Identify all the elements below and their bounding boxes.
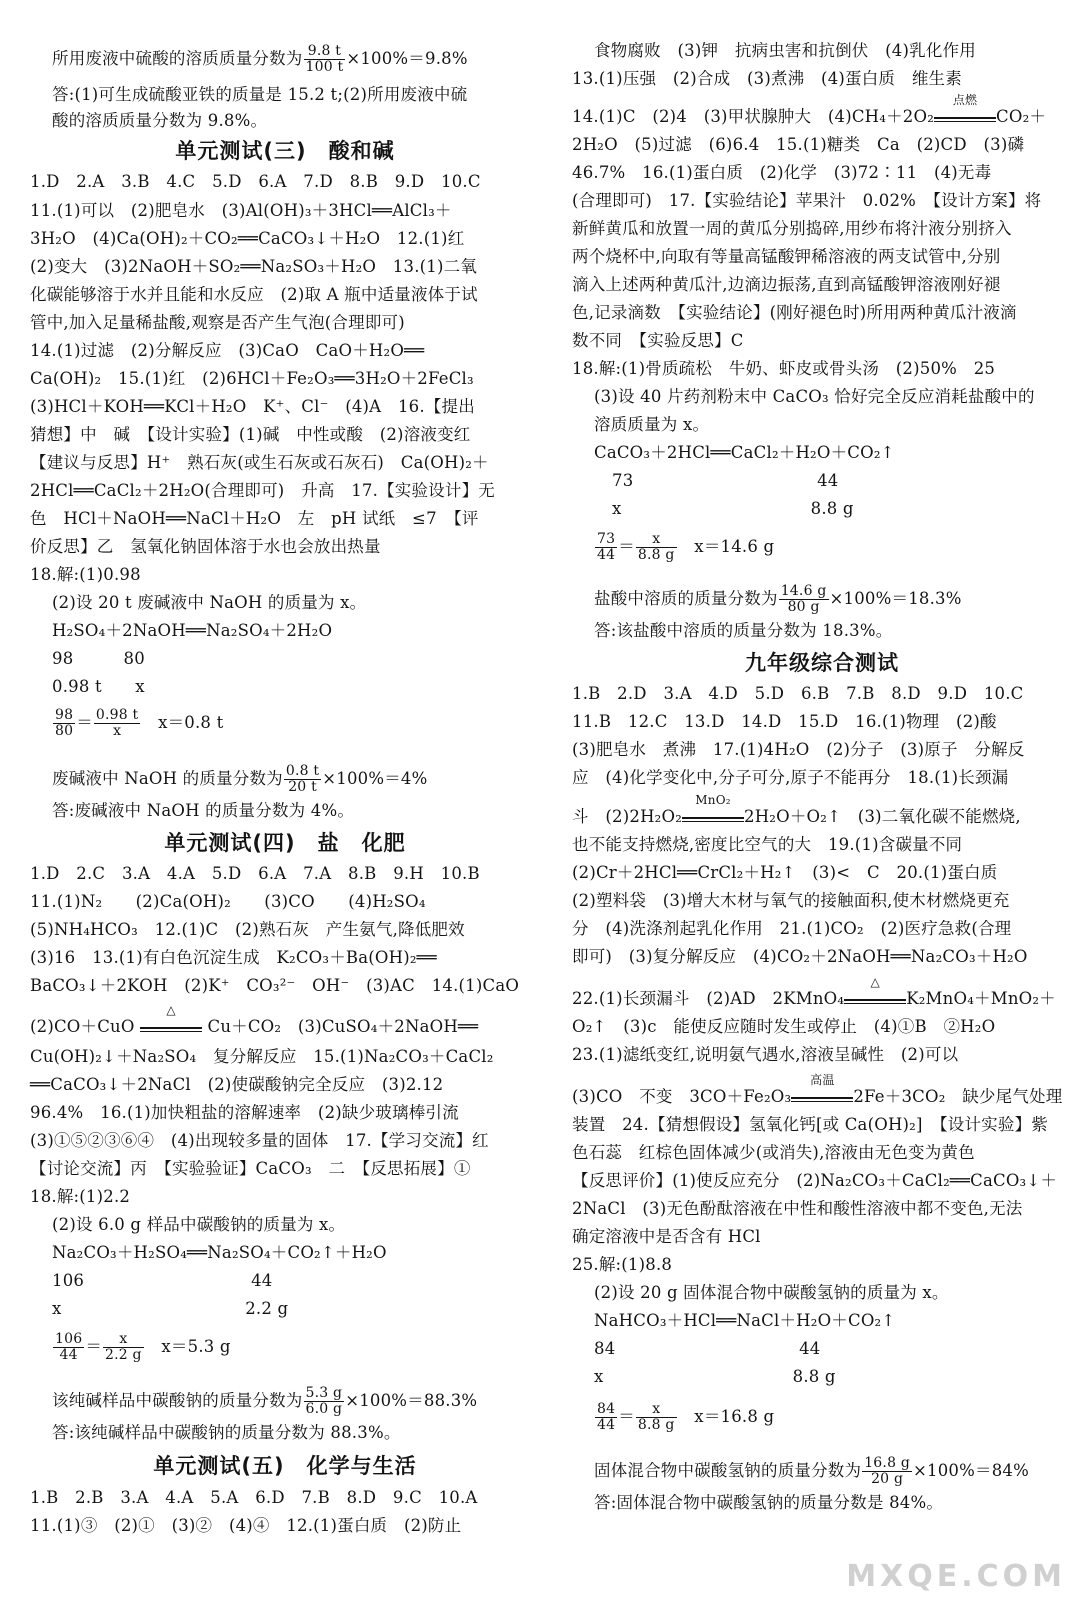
text-run: ＝ xyxy=(85,1337,103,1356)
fraction xyxy=(779,584,829,615)
text-line xyxy=(594,40,976,62)
text-line xyxy=(52,648,145,670)
text-run: (2)Cr＋2HCl══CrCl₂＋H₂↑ (3)< C 20.(1)蛋白质 xyxy=(572,863,998,882)
condition-label: △ xyxy=(870,975,880,989)
text-line xyxy=(594,386,1035,408)
text-line xyxy=(30,424,471,446)
text-run: ×100%＝18.3% xyxy=(829,589,962,608)
text-run: 盐酸中溶质的质量分数为 xyxy=(594,589,778,608)
text-run: ×100%＝84% xyxy=(913,1461,1029,1480)
text-run: (3)设 40 片药剂粉末中 CaCO₃ 恰好完全反应消耗盐酸中的 xyxy=(594,387,1035,406)
text-run: 两个烧杯中,向取有等量高锰酸钾稀溶液的两支试管中,分别 xyxy=(572,247,1001,266)
text-run: Na₂CO₃＋H₂SO₄══Na₂SO₄＋CO₂↑＋H₂O xyxy=(52,1243,387,1262)
fraction-numerator: x xyxy=(103,1332,144,1348)
text-run: 84 44 xyxy=(594,1339,821,1358)
text-line xyxy=(30,1102,459,1124)
fraction-denominator: 44 xyxy=(597,547,616,563)
text-run: 14.(1)过滤 (2)分解反应 (3)CaO CaO＋H₂O══ xyxy=(30,341,425,360)
text-line xyxy=(52,1332,231,1363)
text-run: Cu(OH)₂↓＋Na₂SO₄ 复分解反应 15.(1)Na₂CO₃＋CaCl₂ xyxy=(30,1047,494,1066)
text-run: 答:废碱液中 NaOH 的质量分数为 4%。 xyxy=(52,801,355,820)
text-line xyxy=(594,1456,1029,1487)
fraction-numerator: 0.8 t xyxy=(285,763,320,779)
text-line xyxy=(30,975,519,997)
text-line xyxy=(572,1142,975,1164)
text-run: (2)设 6.0 g 样品中碳酸钠的质量为 x。 xyxy=(52,1215,346,1234)
text-run: 18.解:(1)0.98 xyxy=(30,565,141,584)
text-run: CO₂＋ xyxy=(996,107,1047,126)
text-line xyxy=(30,256,477,278)
text-run: 答:该盐酸中溶质的质量分数为 18.3%。 xyxy=(594,621,893,640)
fraction-denominator: x xyxy=(113,723,122,739)
text-run: 溶质质量为 x。 xyxy=(594,415,710,434)
text-line xyxy=(594,532,774,563)
text-line xyxy=(52,1270,273,1292)
text-run: 1.B 2.D 3.A 4.D 5.D 6.B 7.B 8.D 9.D 10.C xyxy=(572,684,1024,703)
text-line xyxy=(594,1366,836,1388)
fraction-numerator: x xyxy=(636,532,677,548)
text-run: 1.D 2.C 3.A 4.A 5.D 6.A 7.A 8.B 9.H 10.B xyxy=(30,864,480,883)
text-line xyxy=(572,93,1047,128)
text-line xyxy=(30,891,426,913)
text-run: 23.(1)滤纸变红,说明氨气遇水,溶液呈碱性 (2)可以 xyxy=(572,1045,959,1064)
text-line xyxy=(52,1386,477,1417)
text-run: (5)NH₄HCO₃ 12.(1)C (2)熟石灰 产生氨气,降低肥效 xyxy=(30,920,465,939)
text-run: 即可) (3)复分解反应 (4)CO₂＋2NaOH══Na₂CO₃＋H₂O xyxy=(572,947,1028,966)
text-run: 答:(1)可生成硫酸亚铁的质量是 15.2 t;(2)所用废液中硫 xyxy=(52,85,468,104)
text-line xyxy=(572,1170,1057,1192)
fraction xyxy=(94,708,140,739)
text-run: x＝5.3 g xyxy=(144,1337,231,1356)
text-line xyxy=(572,739,1024,761)
text-line xyxy=(594,1402,774,1433)
text-line xyxy=(30,1046,494,1068)
text-run: (3)16 13.(1)有白色沉淀生成 K₂CO₃＋Ba(OH)₂══ xyxy=(30,948,437,967)
text-line xyxy=(30,564,141,586)
equals-bar xyxy=(791,1097,853,1102)
text-run: 2Fe＋3CO₂ 缺少尾气处理 xyxy=(853,1087,1063,1106)
fraction xyxy=(53,1332,84,1363)
text-line xyxy=(612,470,839,492)
fraction-numerator: 9.8 t xyxy=(304,44,346,60)
text-run: (2)设 20 t 废碱液中 NaOH 的质量为 x。 xyxy=(52,593,367,612)
text-line xyxy=(52,800,354,822)
watermark-logo: MXQE.COM xyxy=(846,1559,1066,1594)
text-line xyxy=(572,711,997,733)
fraction-denominator: 6.0 g xyxy=(305,1401,343,1417)
text-line xyxy=(30,536,381,558)
text-line xyxy=(572,358,995,380)
text-line xyxy=(572,890,1010,912)
fraction xyxy=(103,1332,144,1363)
text-run: (2)变大 (3)2NaOH＋SO₂══Na₂SO₃＋H₂O 13.(1)二氧 xyxy=(30,257,478,276)
text-line xyxy=(30,171,481,193)
text-run: 新鲜黄瓜和放置一周的黄瓜分别捣碎,用纱布将汁液分别挤入 xyxy=(572,219,1012,238)
text-run: 食物腐败 (3)钾 抗病虫害和抗倒伏 (4)乳化作用 xyxy=(594,41,976,60)
text-run: x＝16.8 g xyxy=(677,1407,775,1426)
text-line xyxy=(30,340,424,362)
fraction-numerator: 0.98 t xyxy=(95,707,139,723)
text-line xyxy=(52,1298,288,1320)
text-run: 18.解:(1)骨质疏松 牛奶、虾皮或骨头汤 (2)50% 25 xyxy=(572,359,996,378)
text-line xyxy=(572,1198,1023,1220)
text-run: 斗 (2)2H₂O₂ xyxy=(572,807,683,826)
fraction-denominator: 80 g xyxy=(787,599,820,615)
text-run: 色 HCl＋NaOH══NaCl＋H₂O 左 pH 试纸 ≤7 【评 xyxy=(30,509,479,528)
reaction-condition xyxy=(844,975,906,1004)
text-line xyxy=(572,918,1011,940)
text-run: 分 (4)洗涤剂起乳化作用 21.(1)CO₂ (2)医疗急救(合理 xyxy=(572,919,1012,938)
text-run: 【反思评价】(1)使反应充分 (2)Na₂CO₃＋CaCl₂══CaCO₃↓＋ xyxy=(572,1171,1058,1190)
reaction-condition xyxy=(791,1073,853,1102)
text-line xyxy=(572,302,1017,324)
text-run: (3)CO 不变 3CO＋Fe₂O₃ xyxy=(572,1087,792,1106)
text-line xyxy=(52,764,428,795)
text-run: (合理即可) 17.【实验结论】苹果汁 0.02% 【设计方案】将 xyxy=(572,191,1042,210)
fraction-denominator: 8.8 g xyxy=(637,547,675,563)
text-line xyxy=(572,1226,761,1248)
text-run: 18.解:(1)2.2 xyxy=(30,1187,131,1206)
text-run: 【建议与反思】H⁺ 熟石灰(或生石灰或石灰石) Ca(OH)₂＋ xyxy=(30,453,489,472)
text-line xyxy=(572,975,1056,1010)
equals-bar xyxy=(140,1027,202,1032)
text-line xyxy=(572,134,1024,156)
text-run: Ca(OH)₂ 15.(1)红 (2)6HCl＋Fe₂O₃══3H₂O＋2FeCl₃ xyxy=(30,369,474,388)
fraction-numerator: 16.8 g xyxy=(864,1455,910,1471)
fraction xyxy=(636,532,677,563)
text-run: ══CaCO₃↓＋2NaCl (2)使碳酸钠完全反应 (3)2.12 xyxy=(30,1075,444,1094)
text-line xyxy=(52,708,223,739)
text-run: 酸的溶质质量分数为 9.8%。 xyxy=(52,111,268,130)
condition-label: △ xyxy=(166,1003,176,1017)
fraction-denominator: 44 xyxy=(59,1347,78,1363)
text-run: 固体混合物中碳酸氢钠的质量分数为 xyxy=(594,1461,862,1480)
text-line xyxy=(594,1310,895,1332)
text-line xyxy=(572,1073,1063,1108)
text-run: 11.(1)③ (2)① (3)② (4)④ 12.(1)蛋白质 (2)防止 xyxy=(30,1516,462,1535)
text-run: 3H₂O (4)Ca(OH)₂＋CO₂══CaCO₃↓＋H₂O 12.(1)红 xyxy=(30,229,465,248)
text-line xyxy=(572,862,997,884)
text-line xyxy=(594,1338,821,1360)
equals-bar xyxy=(934,117,996,122)
text-run: 2H₂O＋O₂↑ (3)二氧化碳不能燃烧, xyxy=(744,807,1021,826)
text-run: x＝14.6 g xyxy=(677,537,775,556)
text-line xyxy=(572,190,1041,212)
text-line xyxy=(30,200,452,222)
fraction-denominator: 20 g xyxy=(871,1471,904,1487)
text-line xyxy=(572,1016,995,1038)
text-run: CaCO₃＋2HCl══CaCl₂＋H₂O＋CO₂↑ xyxy=(594,443,895,462)
text-line xyxy=(30,1003,479,1038)
fraction-denominator: 8.8 g xyxy=(637,1417,675,1433)
text-line xyxy=(52,592,366,614)
text-line xyxy=(572,793,1021,828)
text-run: 管中,加入足量稀盐酸,观察是否产生气泡(合理即可) xyxy=(30,313,405,332)
text-run: ＝ xyxy=(618,537,635,556)
text-line xyxy=(52,1214,345,1236)
text-line xyxy=(30,1158,471,1180)
text-line xyxy=(30,1186,130,1208)
text-run: (3)①⑤②③⑥④ (4)出现较多量的固体 17.【学习交流】红 xyxy=(30,1131,489,1150)
text-run: 1.D 2.A 3.B 4.C 5.D 6.A 7.D 8.B 9.D 10.C xyxy=(30,172,481,191)
text-run: 色石蕊 红棕色固体减少(或消失),溶液由无色变为黄色 xyxy=(572,1143,975,1162)
text-run: 答:该纯碱样品中碳酸钠的质量分数为 88.3%。 xyxy=(52,1423,401,1442)
text-run: 46.7% 16.(1)蛋白质 (2)化学 (3)72∶11 (4)无毒 xyxy=(572,163,992,182)
text-run: 装置 24.【猜想假设】氢氧化钙[或 Ca(OH)₂] 【设计实验】紫 xyxy=(572,1115,1048,1134)
text-line xyxy=(52,84,467,106)
text-line xyxy=(572,162,991,184)
text-run: 所用废液中硫酸的溶质质量分数为 xyxy=(52,49,303,68)
text-run: 滴入上述两种黄瓜汁,边滴边振荡,直到高锰酸钾溶液刚好褪 xyxy=(572,275,1001,294)
text-line xyxy=(30,508,479,530)
text-run: (2)设 20 g 固体混合物中碳酸氢钠的质量为 x。 xyxy=(594,1283,949,1302)
fraction-denominator: 44 xyxy=(597,1417,616,1433)
text-line xyxy=(572,1114,1048,1136)
text-run: (2)CO＋CuO xyxy=(30,1017,141,1036)
fraction-denominator: 100 t xyxy=(305,59,344,75)
text-line xyxy=(572,218,1012,240)
text-run: 0.98 t x xyxy=(52,677,145,696)
section-heading: 九年级综合测试 xyxy=(745,651,899,675)
text-run: 该纯碱样品中碳酸钠的质量分数为 xyxy=(52,1391,303,1410)
section-heading: 单元测试(五) 化学与生活 xyxy=(153,1454,417,1478)
text-run: 也不能支持燃烧,密度比空气的大 19.(1)含碳量不同 xyxy=(572,835,963,854)
text-line xyxy=(52,1422,401,1444)
text-run: 数不同 【实验反思】C xyxy=(572,331,744,350)
text-line xyxy=(52,110,267,132)
text-line xyxy=(594,584,962,615)
text-line xyxy=(572,246,1000,268)
text-run: 25.解:(1)8.8 xyxy=(572,1255,673,1274)
fraction-denominator: 80 xyxy=(55,723,74,739)
text-run: K₂MnO₄＋MnO₂＋ xyxy=(906,989,1056,1008)
text-run: 1.B 2.B 3.A 4.A 5.A 6.D 7.B 8.D 9.C 10.A xyxy=(30,1488,478,1507)
text-run: 98 80 xyxy=(52,649,145,668)
text-run: (3)HCl＋KOH══KCl＋H₂O K⁺、Cl⁻ (4)A 16.【提出 xyxy=(30,397,475,416)
fraction xyxy=(862,1456,912,1487)
reaction-condition xyxy=(682,793,744,822)
text-line xyxy=(52,620,332,642)
text-run: 猜想】中 碱 【设计实验】(1)碱 中性或酸 (2)溶液变红 xyxy=(30,425,471,444)
text-run: Cu＋CO₂ (3)CuSO₄＋2NaOH══ xyxy=(202,1017,479,1036)
text-run: 应 (4)化学变化中,分子可分,原子不能再分 18.(1)长颈漏 xyxy=(572,768,1009,787)
text-run: 73 44 xyxy=(612,471,839,490)
equals-bar xyxy=(844,999,906,1004)
text-line xyxy=(52,676,145,698)
fraction-denominator: 20 t xyxy=(288,779,317,795)
text-line xyxy=(52,1242,387,1264)
text-run: 2H₂O (5)过滤 (6)6.4 15.(1)糖类 Ca (2)CD (3)磷 xyxy=(572,135,1025,154)
text-run: ×100%＝88.3% xyxy=(345,1391,478,1410)
fraction-numerator: 73 xyxy=(597,531,616,547)
text-line xyxy=(572,68,962,90)
text-line xyxy=(594,414,709,436)
text-line xyxy=(30,1515,461,1537)
text-line xyxy=(30,1487,478,1509)
text-line xyxy=(594,620,892,642)
text-run: 11.(1)可以 (2)肥皂水 (3)Al(OH)₃＋3HCl══AlCl₃＋ xyxy=(30,201,452,220)
text-run: (2)塑料袋 (3)增大木材与氧气的接触面积,使木材燃烧更充 xyxy=(572,891,1010,910)
text-line xyxy=(30,228,464,250)
text-run: 14.(1)C (2)4 (3)甲状腺肿大 (4)CH₄＋2O₂ xyxy=(572,107,935,126)
text-run: H₂SO₄＋2NaOH══Na₂SO₄＋2H₂O xyxy=(52,621,333,640)
fraction xyxy=(53,708,75,739)
fraction-numerator: 14.6 g xyxy=(780,583,827,599)
fraction-numerator: 98 xyxy=(55,707,74,723)
condition-label: MnO₂ xyxy=(695,793,731,807)
text-line xyxy=(30,452,489,474)
text-run: 确定溶液中是否含有 HCl xyxy=(572,1227,761,1246)
text-run: 106 44 xyxy=(52,1271,273,1290)
text-run: 2NaCl (3)无色酚酞溶液在中性和酸性溶液中都不变色,无法 xyxy=(572,1199,1023,1218)
text-run: 答:固体混合物中碳酸氢钠的质量分数是 84%。 xyxy=(594,1493,944,1512)
text-line xyxy=(30,284,478,306)
fraction xyxy=(304,44,346,75)
text-run: BaCO₃↓＋2KOH (2)K⁺ CO₃²⁻ OH⁻ (3)AC 14.(1)CaO xyxy=(30,976,520,995)
section-heading: 单元测试(三) 酸和碱 xyxy=(175,139,395,163)
text-line xyxy=(594,1282,949,1304)
reaction-condition xyxy=(140,1003,202,1032)
text-run: 11.B 12.C 13.D 14.D 15.D 16.(1)物理 (2)酸 xyxy=(572,712,997,731)
text-run: 11.(1)N₂ (2)Ca(OH)₂ (3)CO (4)H₂SO₄ xyxy=(30,892,426,911)
text-run: 色,记录滴数 【实验结论】(刚好褪色时)所用两种黄瓜汁液滴 xyxy=(572,303,1017,322)
text-line xyxy=(572,834,962,856)
text-line xyxy=(572,946,1028,968)
equals-bar xyxy=(682,817,744,822)
text-run: ×100%＝4% xyxy=(322,769,428,788)
text-run: 废碱液中 NaOH 的质量分数为 xyxy=(52,769,283,788)
fraction xyxy=(636,1402,677,1433)
text-run: 22.(1)长颈漏斗 (2)AD 2KMnO₄ xyxy=(572,989,845,1008)
condition-label: 点燃 xyxy=(952,93,978,107)
text-run: 价反思】乙 氢氧化钠固体溶于水也会放出热量 xyxy=(30,537,381,556)
text-line xyxy=(30,396,475,418)
text-line xyxy=(30,368,474,390)
fraction-numerator: x xyxy=(636,1402,677,1418)
text-line xyxy=(572,1044,958,1066)
text-run: 2HCl══CaCl₂＋2H₂O(合理即可) 升高 17.【实验设计】无 xyxy=(30,481,495,500)
text-run: ＝ xyxy=(618,1407,635,1426)
text-line xyxy=(612,498,854,520)
text-line xyxy=(30,1074,443,1096)
text-line xyxy=(30,919,465,941)
text-line xyxy=(572,274,1000,296)
fraction-denominator: 2.2 g xyxy=(105,1347,142,1363)
text-line xyxy=(30,312,405,334)
text-line xyxy=(30,480,495,502)
text-line xyxy=(594,1492,943,1514)
text-line xyxy=(572,1254,672,1276)
text-run: 【讨论交流】丙 【实验验证】CaCO₃ 二 【反思拓展】① xyxy=(30,1159,471,1178)
fraction-numerator: 5.3 g xyxy=(305,1385,343,1401)
fraction xyxy=(284,764,321,795)
fraction xyxy=(304,1386,345,1417)
text-run: NaHCO₃＋HCl══NaCl＋H₂O＋CO₂↑ xyxy=(594,1311,896,1330)
text-run: 化碳能够溶于水并且能和水反应 (2)取 A 瓶中适量液体于试 xyxy=(30,285,478,304)
text-line xyxy=(30,947,437,969)
fraction xyxy=(595,532,617,563)
text-run: (3)肥皂水 煮沸 17.(1)4H₂O (2)分子 (3)原子 分解反 xyxy=(572,740,1025,759)
fraction xyxy=(595,1402,617,1433)
text-line xyxy=(572,683,1024,705)
text-run: 96.4% 16.(1)加快粗盐的溶解速率 (2)缺少玻璃棒引流 xyxy=(30,1103,459,1122)
text-line xyxy=(572,330,744,352)
text-run: ×100%＝9.8% xyxy=(346,49,468,68)
text-run: x 2.2 g xyxy=(52,1299,289,1318)
condition-label: 高温 xyxy=(810,1073,835,1087)
reaction-condition xyxy=(934,93,996,122)
text-line xyxy=(52,44,468,75)
text-line xyxy=(572,767,1008,789)
text-run: x 8.8 g xyxy=(594,1367,836,1386)
section-heading: 单元测试(四) 盐 化肥 xyxy=(164,831,406,855)
text-line xyxy=(594,442,895,464)
text-run: x＝0.8 t xyxy=(141,713,224,732)
fraction-numerator: 84 xyxy=(597,1401,616,1417)
text-line xyxy=(30,1130,489,1152)
text-run: 13.(1)压强 (2)合成 (3)煮沸 (4)蛋白质 维生素 xyxy=(572,69,962,88)
text-run: O₂↑ (3)c 能使反应随时发生或停止 (4)①B ②H₂O xyxy=(572,1017,996,1036)
text-line xyxy=(30,863,480,885)
fraction-numerator: 106 xyxy=(55,1331,83,1347)
text-run: x 8.8 g xyxy=(612,499,854,518)
text-run: ＝ xyxy=(76,713,93,732)
